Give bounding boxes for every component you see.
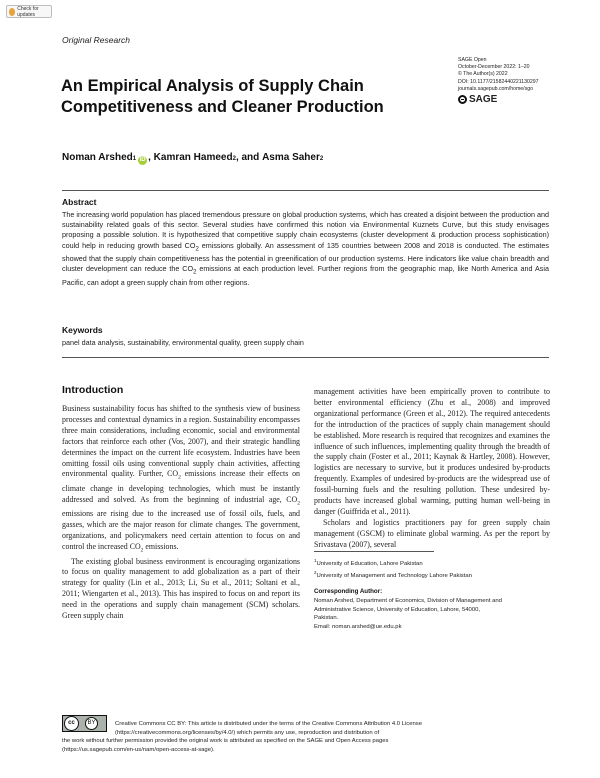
license-text [115, 720, 555, 737]
update-check-icon [9, 8, 15, 16]
corresponding-line: Noman Arshed, Department of Economics, Division of Management and [314, 598, 502, 604]
orcid-icon[interactable]: iD [139, 157, 146, 163]
affiliations [314, 557, 472, 580]
sage-logo-text: SAGE [469, 94, 498, 106]
intro-paragraph-4: Scholars and logistics practitioners pay for green supply chain management (GSCM) to eliminate global warming. As per the report by Srivastava (2007), several [314, 517, 550, 549]
divider-bottom [62, 357, 549, 358]
license-url[interactable]: (https://us.sagepub.com/en-us/nam/open-access-at-sage). [62, 746, 215, 753]
license-line: the work without further permission provided the original work is attributed as specified on the SAGE and Open Access pages [62, 738, 389, 744]
cc-icon: cc [64, 716, 79, 731]
introduction-heading: Introduction [62, 384, 124, 396]
author-list [62, 152, 323, 164]
journal-issue: October-December 2022: 1–20 [458, 64, 530, 71]
affiliation-1: $^1$University of Education, Lahore Pakistan [314, 558, 423, 567]
author-name: Kamran Hameed [153, 152, 233, 163]
author-name: Noman Arshed [62, 152, 133, 163]
corresponding-line: Pakistan. [314, 615, 339, 622]
intro-paragraph-1: Business sustainability focus has shifted to the synthesis view of business processes and contextual dynamics in a region. Sustainability encompasses three main considerations, including economic, social and environmental factors that reinforce each other (Vos, 2007), and their strategic handling determines the impact on the current life ecosystem. Industries have been omitting fossil oils using conventional supply chain activities, affecting environmental quality. Further, $CO_2$ emissions increase their effects on climate change in developing technologies, which must be instantly addressed and solved. As from the beginning of industrial age, $CO_2$ emissions are rising due to the increased use of fossil oils, fuels, and gasses, which are the major reason for climate changes. The government, organizations, and policymakers need certain attention to focus on and control the increased $CO_2$ emissions. [62, 404, 300, 554]
license-url[interactable]: (https://creativecommons.org/licenses/by/4.0/) which permits any use, reproduction and distribution of [115, 729, 380, 736]
abstract-text: The increasing world population has placed tremendous pressure on global production systems, which has created a disjoint between the production and sustainability related goals of this sector. Several studies have confirmed this notion via Environmental Kuznets Curve, but this study envisages proposing a possible solution. It is hypothesized that competitive supply chain ecosystems (cluster development & production process sophistication) could help in reducing growth based $CO_2$ emissions globally. An assessment of 135 countries between 2008 and 2018 is conducted. The estimates showed that the supply chain competitiveness has the potential in greenification of our production systems. Here indicators like value chain breadth and cluster development can reduce the $CO_2$ emissions at each production level. Further regions from the geographic map, like North America and Asia Pacific, can adopt a green supply chain from other regions. [62, 210, 549, 288]
license-line: Creative Commons CC BY: This article is distributed under the terms of the Creative Commons Attribution 4.0 License [115, 721, 422, 727]
article-title: An Empirical Analysis of Supply Chain Competitiveness and Cleaner Production [61, 77, 384, 116]
keywords-heading: Keywords [62, 325, 103, 335]
sage-logo [458, 94, 578, 105]
check-for-updates-badge[interactable] [6, 5, 52, 18]
abstract-heading: Abstract [62, 197, 97, 207]
body-column-left [62, 404, 300, 622]
author-affiliation-marker: 2 [319, 156, 324, 162]
author-affiliation-marker: 2 [232, 156, 236, 162]
license-text-continued [62, 737, 549, 754]
affiliation-2: $^2$University of Management and Technology Lahore Pakistan [314, 569, 472, 579]
author-affiliation-marker: 1 [132, 156, 137, 162]
corresponding-line: Administrative Science, University of Education, Lahore, 54000, [314, 606, 481, 613]
journal-copyright: © The Author(s) 2022 [458, 71, 508, 78]
journal-url[interactable]: journals.sagepub.com/home/sgo [458, 85, 533, 92]
article-section-type: Original Research [62, 35, 131, 45]
corresponding-email[interactable]: Email: noman.arshed@ue.edu.pk [314, 623, 402, 630]
journal-meta [458, 57, 578, 105]
author-name: Asma Saher [262, 152, 320, 163]
intro-paragraph-2: The existing global business environment is encouraging organizations to focus on quality management to add globalization as a part of their strategy for quality (Lin et al., 2013; Li, Su et al., 2011; Soltani et al., 2011; Wiengarten et al., 2013). This has inspired to focus on and report its need in the operations and supply chain management (SCM) scholars. Green supply chain [62, 556, 300, 621]
divider-top [62, 190, 549, 191]
cc-by-badge[interactable] [62, 715, 107, 732]
intro-paragraph-3: management activities have been empirically proven to contribute to better environmental efficiency (Zhu et al., 2008) and improved organizational performance (Green et al., 2012). The required antecedents for the introduction of the practices of supply chain management should be established. More research is required that recognizes and examines the influence of such influences, implementing quality through the breadth of the supply chain (Foster et al., 2011; Kaynak & Hartley, 2008). However, logistics are necessary to survive, but it produces undesired by-products frequently. Examples of undesired by-products are the widespread use of fossil-burning fuels and the resulting pollution. These undesired by-products have increased global warming, putting human well-being in danger (Guiffrida et al., 2011). [314, 387, 550, 516]
footnote-rule [314, 551, 434, 552]
author-separator: , and [235, 152, 263, 163]
keywords-text: panel data analysis, sustainability, environmental quality, green supply chain [62, 338, 304, 347]
journal-name: SAGE Open [458, 57, 487, 63]
by-icon: BY [85, 717, 98, 730]
corresponding-author-heading: Corresponding Author: [314, 588, 383, 595]
check-for-updates-label: Check for updates [17, 5, 39, 18]
sage-logo-icon [458, 95, 467, 104]
body-column-right [314, 387, 550, 551]
author-separator: , [148, 152, 154, 163]
corresponding-author-details [314, 597, 544, 631]
journal-doi[interactable]: DOI: 10.1177/21582440221130297 [458, 78, 539, 85]
